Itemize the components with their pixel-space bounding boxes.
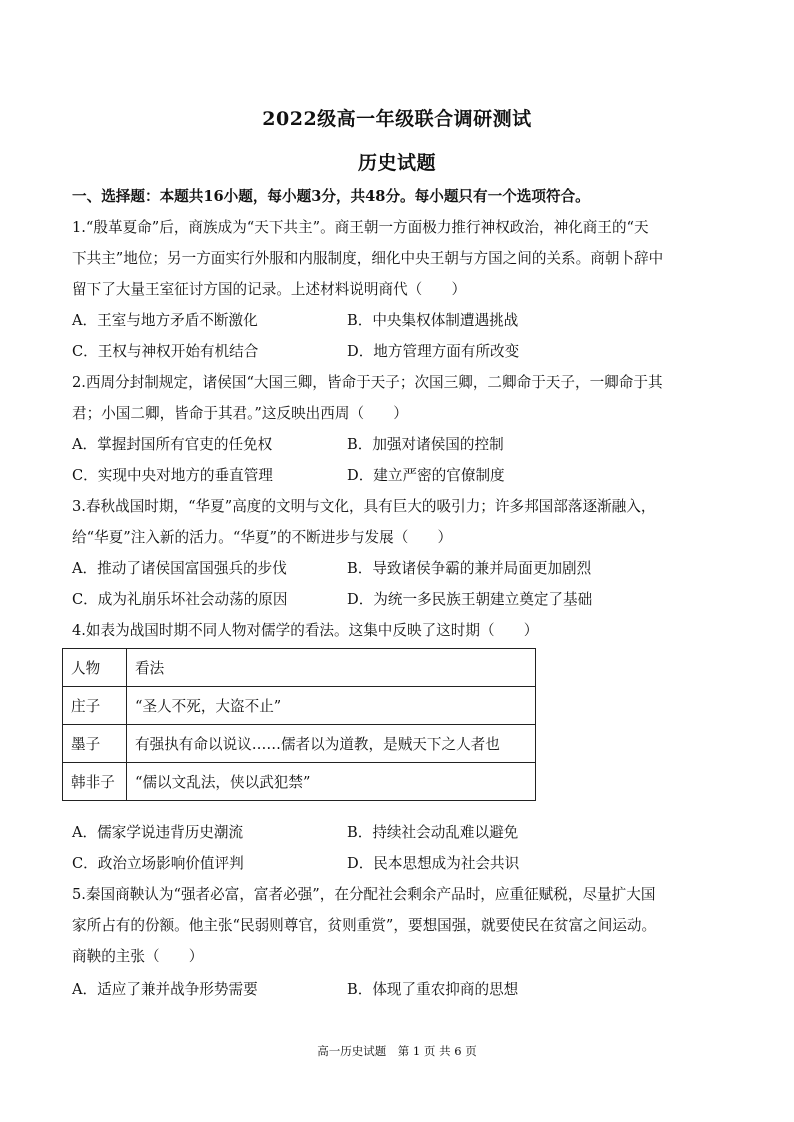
question-1-option-d: D．地方管理方面有所改变	[347, 343, 520, 360]
question-5-line-2: 家所占有的份额。他主张“民弱则尊官，贫则重赏”，要想国强，就要使民在贫富之间运动。	[72, 917, 657, 934]
question-4-line-1: 4.如表为战国时期不同人物对儒学的看法。这集中反映了这时期（ ）	[72, 622, 539, 639]
question-4-option-d: D．民本思想成为社会共识	[347, 855, 520, 872]
question-3-option-d: D．为统一多民族王朝建立奠定了基础	[347, 591, 593, 608]
question-4-option-a: A．儒家学说违背历史潮流	[72, 824, 244, 841]
question-2-option-b: B．加强对诸侯国的控制	[347, 436, 504, 453]
table-row	[63, 725, 536, 763]
question-1-line-1: 1.“殷革夏命”后，商族成为“天下共主”。商王朝一方面极力推行神权政治，神化商王的“天	[72, 219, 649, 236]
question-5-option-b: B．体现了重农抑商的思想	[347, 981, 519, 998]
section-heading: 一、选择题：本题共16小题，每小题3分，共48分。每小题只有一个选项符合。	[72, 188, 590, 205]
question-1-option-a: A．王室与地方矛盾不断激化	[72, 312, 258, 329]
question-4-table	[62, 648, 536, 801]
table-cell-person: 韩非子	[63, 763, 127, 801]
question-3-line-2: 给“华夏”注入新的活力。“华夏”的不断进步与发展（ ）	[72, 529, 453, 546]
question-2-option-d: D．建立严密的官僚制度	[347, 467, 505, 484]
question-3-option-a: A．推动了诸侯国富国强兵的步伐	[72, 560, 287, 577]
question-2-option-a: A．掌握封国所有官吏的任免权	[72, 436, 273, 453]
question-3-option-c: C．成为礼崩乐坏社会动荡的原因	[72, 591, 288, 608]
table-header-row	[63, 649, 536, 687]
table-row	[63, 687, 536, 725]
question-1-option-b: B．中央集权体制遭遇挑战	[347, 312, 519, 329]
question-1-line-2: 下共主”地位；另一方面实行外服和内服制度，细化中央王朝与方国之间的关系。商朝卜辞中	[72, 250, 664, 267]
table-cell-view: “圣人不死，大盗不止”	[127, 687, 536, 725]
table-cell-view: “儒以文乱法，侠以武犯禁”	[127, 763, 536, 801]
exam-title: 2022级高一年级联合调研测试	[262, 108, 532, 130]
question-1-option-c: C．王权与神权开始有机结合	[72, 343, 259, 360]
question-1-line-3: 留下了大量王室征讨方国的记录。上述材料说明商代（ ）	[72, 281, 467, 298]
question-3-option-b: B．导致诸侯争霸的兼并局面更加剧烈	[347, 560, 592, 577]
question-3-line-1: 3.春秋战国时期，“华夏”高度的文明与文化，具有巨大的吸引力；许多邦国部落逐渐融入，	[72, 498, 656, 515]
question-5-option-a: A．适应了兼并战争形势需要	[72, 981, 258, 998]
question-2-line-2: 君；小国二卿，皆命于其君。”这反映出西周（ ）	[72, 405, 408, 422]
table-header-person: 人物	[63, 649, 127, 687]
table-header-view: 看法	[127, 649, 536, 687]
question-2-option-c: C．实现中央对地方的垂直管理	[72, 467, 273, 484]
page-footer: 高一历史试题 第 1 页 共 6 页	[317, 1044, 477, 1058]
table-cell-person: 墨子	[63, 725, 127, 763]
table-cell-view: 有强执有命以说议……儒者以为道教，是贼天下之人者也	[127, 725, 536, 763]
question-4-option-b: B．持续社会动乱难以避免	[347, 824, 519, 841]
exam-subtitle: 历史试题	[357, 152, 436, 174]
question-5-line-3: 商鞅的主张（ ）	[72, 948, 204, 965]
question-4-option-c: C．政治立场影响价值评判	[72, 855, 244, 872]
table-cell-person: 庄子	[63, 687, 127, 725]
question-2-line-1: 2.西周分封制规定，诸侯国“大国三卿，皆命于天子；次国三卿，二卿命于天子，一卿命于其	[72, 374, 663, 391]
table-row	[63, 763, 536, 801]
question-5-line-1: 5.秦国商鞅认为“强者必富，富者必强”，在分配社会剩余产品时，应重征赋税，尽量扩大国	[72, 886, 656, 903]
